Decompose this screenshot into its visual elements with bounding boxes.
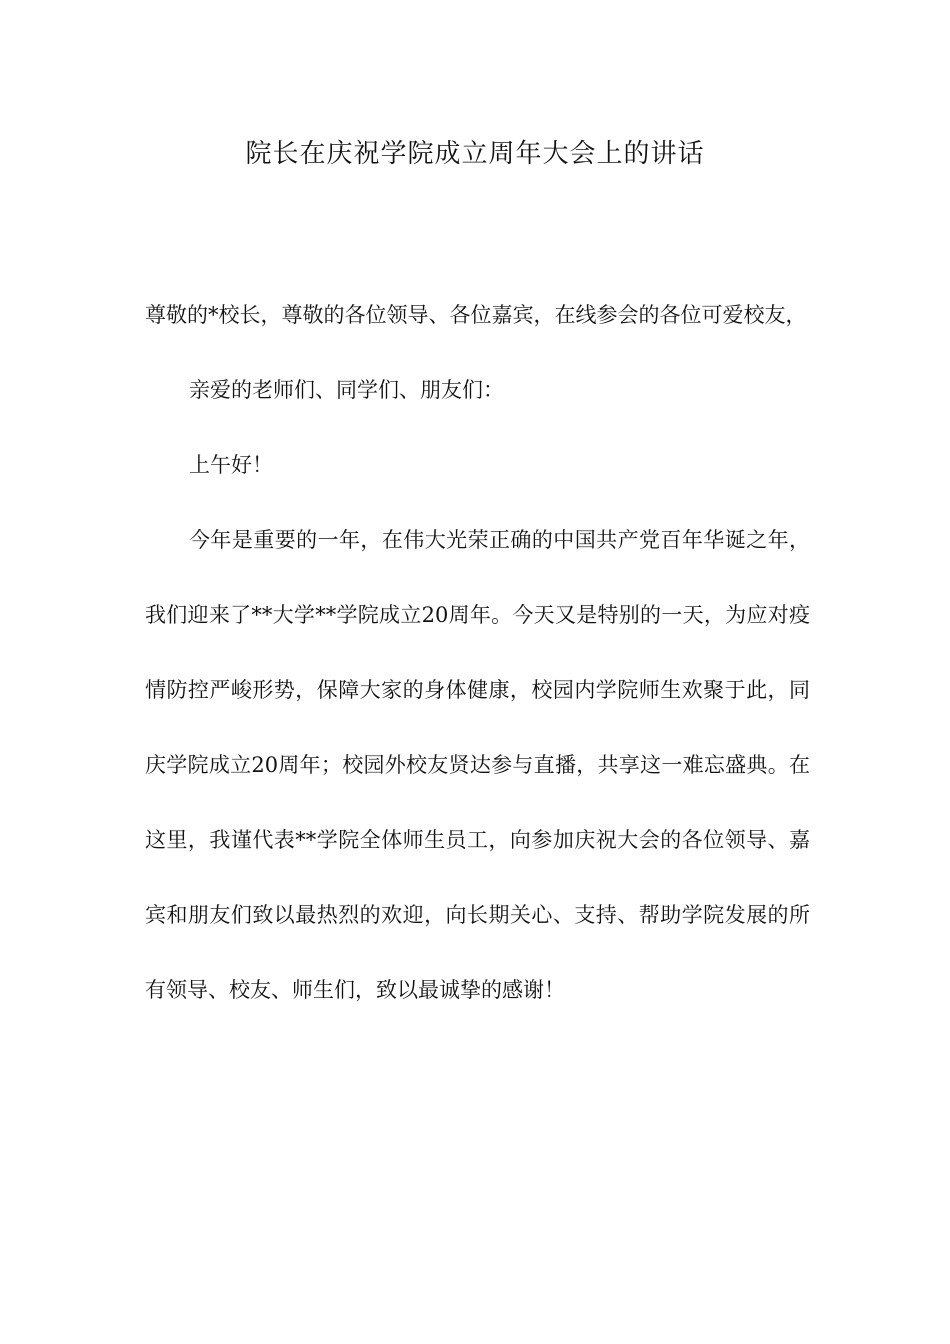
good-morning-paragraph: 上午好！: [189, 453, 273, 477]
document-title: 院长在庆祝学院成立周年大会上的讲话: [245, 139, 705, 169]
document-body: [145, 278, 810, 1028]
salutation-paragraph: 尊敬的*校长，尊敬的各位领导、各位嘉宾，在线参会的各位可爱校友，: [145, 303, 807, 327]
greeting-paragraph: 亲爱的老师们、同学们、朋友们：: [189, 378, 504, 402]
body-paragraph: 今年是重要的一年，在伟大光荣正确的中国共产党百年华诞之年，我们迎来了**大学**学院成立20周年。今天又是特别的一天，为应对疫情防控严峻形势，保障大家的身体健康，校园内学院师生欢聚于此，同庆学院成立20周年；校园外校友贤达参与直播，共享这一难忘盛典。在这里，我谨代表**学院全体师生员工，向参加庆祝大会的各位领导、嘉宾和朋友们致以最热烈的欢迎，向长期关心、支持、帮助学院发展的所有领导、校友、师生们，致以最诚挚的感谢！: [145, 528, 810, 1002]
